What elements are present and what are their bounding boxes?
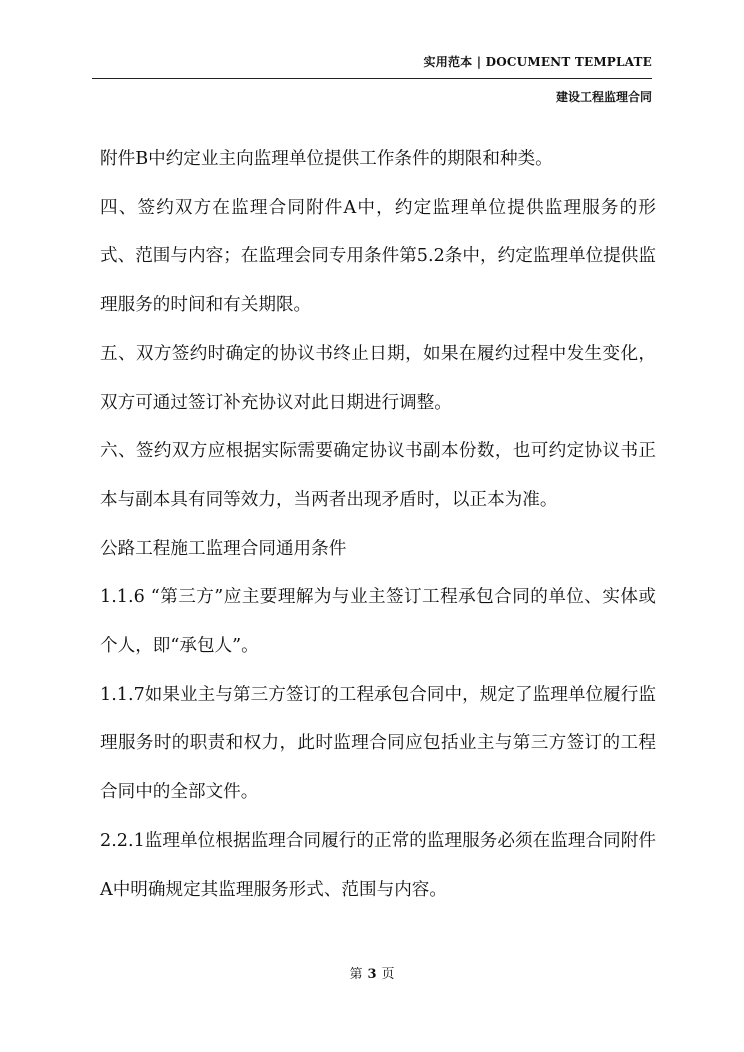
page-number: 3 xyxy=(367,967,377,982)
page-footer xyxy=(0,963,744,982)
page-number-suffix: 页 xyxy=(381,967,395,982)
paragraph-2-2-1: 2.2.1监理单位根据监理合同履行的正常的监理服务必须在监理合同附件A中明确规定其监理服务形式、范围与内容。 xyxy=(100,830,656,900)
header-divider xyxy=(92,78,652,79)
document-body xyxy=(100,135,656,914)
header-template-label: 实用范本 | DOCUMENT TEMPLATE xyxy=(423,55,652,69)
paragraph-clause-4: 四、签约双方在监理合同附件A中，约定监理单位提供监理服务的形式、范围与内容；在监理会同专用条件第5.2条中，约定监理单位提供监理服务的时间和有关期限。 xyxy=(100,197,656,316)
paragraph-attachment-b: 附件B中约定业主向监理单位提供工作条件的期限和种类。 xyxy=(100,149,553,169)
section-heading-general-conditions: 公路工程施工监理合同通用条件 xyxy=(100,538,347,559)
paragraph-1-1-6: 1.1.6 “第三方”应主要理解为与业主签订工程承包合同的单位、实体或个人，即“承包人”。 xyxy=(100,587,656,657)
paragraph-clause-6: 六、签约双方应根据实际需要确定协议书副本份数，也可约定协议书正本与副本具有同等效力，当两者出现矛盾时，以正本为准。 xyxy=(100,441,656,510)
page-number-prefix: 第 xyxy=(349,967,363,982)
paragraph-clause-5: 五、双方签约时确定的协议书终止日期，如果在履约过程中发生变化，双方可通过签订补充协议对此日期进行调整。 xyxy=(100,343,656,413)
header-document-title: 建设工程监理合同 xyxy=(555,90,652,104)
paragraph-1-1-7: 1.1.7如果业主与第三方签订的工程承包合同中，规定了监理单位履行监理服务时的职责和权力，此时监理合同应包括业主与第三方签订的工程合同中的全部文件。 xyxy=(100,684,656,803)
